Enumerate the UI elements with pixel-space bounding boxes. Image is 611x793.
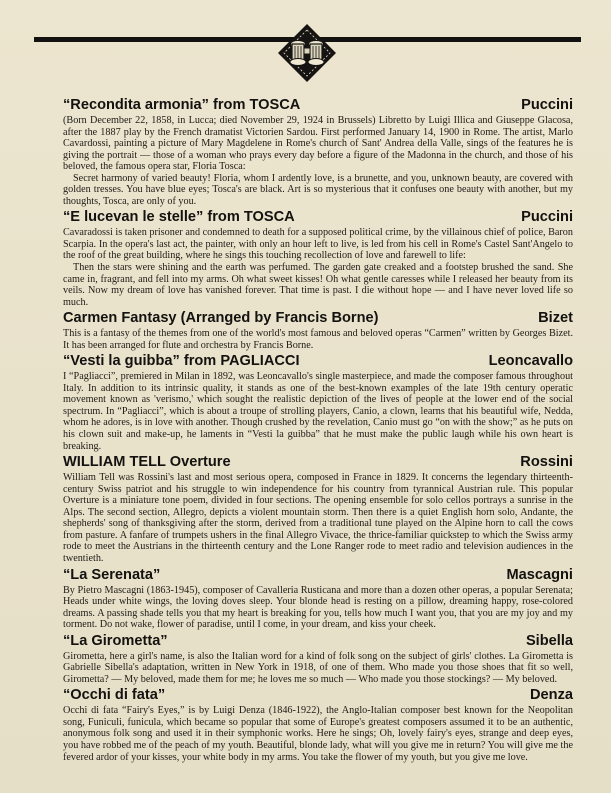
composer-name: Bizet [538,310,573,327]
section-body [63,371,573,452]
section-body [63,328,573,351]
section-title: “La Serenata” [63,566,161,583]
section-heading [63,454,573,471]
composer-name: Sibella [525,632,573,649]
section-carmen-fantasy [63,310,573,351]
composer-name: Denza [530,687,573,704]
section-heading [63,310,573,327]
section-recondita-armonia [63,97,573,207]
section-heading [63,633,573,650]
paragraph: I “Pagliacci”, premiered in Milan in 1892, was Leoncavallo's single masterpiece, and made the composer famous throughout Italy. In addition to its intrinsic quality, it stands as one of the best-known examples of the late 19th century operatic movement known as 'verismo,' which sought the realistic depiction of the lives of people at the lower end of the social spectrum. In “Pagliacci”, which is about a troupe of strolling players, Canio, a clown, learns that his beautiful wife, Nedda, whom he adores, is in love with another. Though crushed by the revelation, Canio must go “on with the show;” as he puts on his clown suit and make-up, he laments in “Vesti la guibba” that he must make the public laugh while his own heart is breaking. [63,371,573,452]
opera-glasses-icon [276,22,338,84]
paragraph: Occhi di fata “Fairy's Eyes,” is by Luigi Denza (1846-1922), the Anglo-Italian composer best known for the Neopolitan song, Funiculi, funicula, which became so popular that some of Europe's greatest composers assumed it to be an authentic, anonymous folk song and used it in their symphonic works. Here he sings; Oh, lovely fairy's eyes, strange and deep eyes, you have robbed me of the peach of my youth. Beautiful, blonde lady, what will you give me in return? You will give me the fevered ardor of your kisses, your white body in my arms. You take the flower of my youth, but you give me love. [63,705,573,763]
paragraph: Secret harmony of varied beauty! Floria, whom I ardently love, is a brunette, and you, unknown beauty, are covered with golden tresses. You have blue eyes; Tosca's are black. Art is so mysterious that it confuses one beauty with another, but my thoughts, Tosca, are only of you. [63,172,573,207]
paragraph: Girometta, here a girl's name, is also the Italian word for a kind of folk song on the subject of girls' clothes. La Girometta is Gabrielle Sibella's adaptation, written in New York in 1918, of one of them. Who made you those shoes that fit so well, Girometta? — My beloved, made them for me; he loves me so much — Who made you those stockings? — My beloved. [63,650,573,685]
section-heading [63,687,573,704]
section-body [63,651,573,686]
composer-name: Mascagni [506,566,573,583]
composer-name: Puccini [521,209,573,226]
section-occhi-di-fata [63,687,573,763]
composer-name: Puccini [521,97,573,113]
section-heading [63,567,573,584]
composer-name: Rossini [520,454,573,471]
program-notes [63,97,573,765]
paragraph: This is a fantasy of the themes from one of the world's most famous and beloved operas “Carmen” written by Georges Bizet. It has been arranged for flute and orchestra by Francis Borne. [63,328,573,351]
section-heading [63,353,573,370]
section-body [63,472,573,564]
section-vesti-la-guibba [63,353,573,452]
paragraph: Then the stars were shining and the earth was perfumed. The garden gate creaked and a footstep brushed the sand. She came in, fragrant, and fell into my arms. Oh what sweet kisses! Oh what gentle caresses while I released her beauty from its veils. Now my dream of love has vanished forever. That time is past. I die without hope — and I have never loved life so much. [63,262,573,308]
section-heading [63,97,573,114]
section-title: “Vesti la guibba” from PAGLIACCI [63,353,300,370]
section-heading [63,209,573,226]
section-la-serenata [63,567,573,631]
section-title: “Occhi di fata” [63,687,166,704]
paragraph: Cavaradossi is taken prisoner and condemned to death for a supposed political crime, by the villainous chief of police, Baron Scarpia. In the opera's last act, the painter, with only an hour left to live, is led from his cell in Rome's Castel Sant'Angelo to the roof of the great building, where he sings this touching recollection of love and farewell to life: [63,227,573,262]
section-title: “Recondita armonia” from TOSCA [63,97,301,113]
paragraph: By Pietro Mascagni (1863-1945), composer of Cavalleria Rusticana and more than a dozen other operas, a popular Serenata; Heads under white wings, the loving doves sleep. Your blonde head is resting on a pillow, dreaming happy, rose-colored dreams. A passing shade tells you that my heart is breaking for you, tells how much I want you, that you are my joy and my torment. Do not wake, flower of paradise, until I come, in your dream, and kiss your cheek. [63,584,573,631]
section-william-tell [63,454,573,564]
section-body [63,585,573,631]
section-body [63,227,573,308]
section-title: Carmen Fantasy (Arranged by Francis Borne) [63,310,379,327]
section-title: “E lucevan le stelle” from TOSCA [63,209,295,226]
paragraph: William Tell was Rossini's last and most serious opera, composed in France in 1829. It concerns the legendary thirteenth-century Swiss patriot and his struggle to win independence for his country from tyrannical Austrian rule. This popular Overture is a miniature tone poem, divided in four sections. The opening ensemble for solo cellos portrays a sunrise in the Alps. The second section, Allegro, depicts a violent mountain storm. Then there is a quiet English horn solo, Andante, the shepherds' song of thanksgiving after the storm, derived from a traditional tune played on the Alpine horn to call the cows from pasture. A fanfare of trumpets ushers in the final Allegro Vivace, the thrice-familiar quickstep to which the Swiss army rode to meet the Austrians in the thirteenth century and the Lone Ranger rode to meet radio and television audiences in the twentieth. [63,472,573,564]
paragraph: (Born December 22, 1858, in Lucca; died November 29, 1924 in Brussels) Libretto by Luigi Illica and Giuseppe Glacosa, after the 1887 play by the French dramatist Victorien Sardou. First performed January 14, 1900 in Rome. The artist, Marlo Cavardossi, painting a picture of Mary Magdelene in Rome's church of Sant' Andrea della Valle, sings of the features he is giving the portrait — those of a woman who prays every day before a figure of the Madonna in the church, and those of his beloved, the famous opera star, Floria Tosca: [63,115,573,173]
section-body [63,115,573,207]
composer-name: Leoncavallo [488,353,573,370]
section-e-lucevan-le-stelle [63,209,573,308]
section-la-girometta [63,633,573,686]
section-title: “La Girometta” [63,632,168,649]
section-body [63,705,573,763]
section-title: WILLIAM TELL Overture [63,454,231,471]
